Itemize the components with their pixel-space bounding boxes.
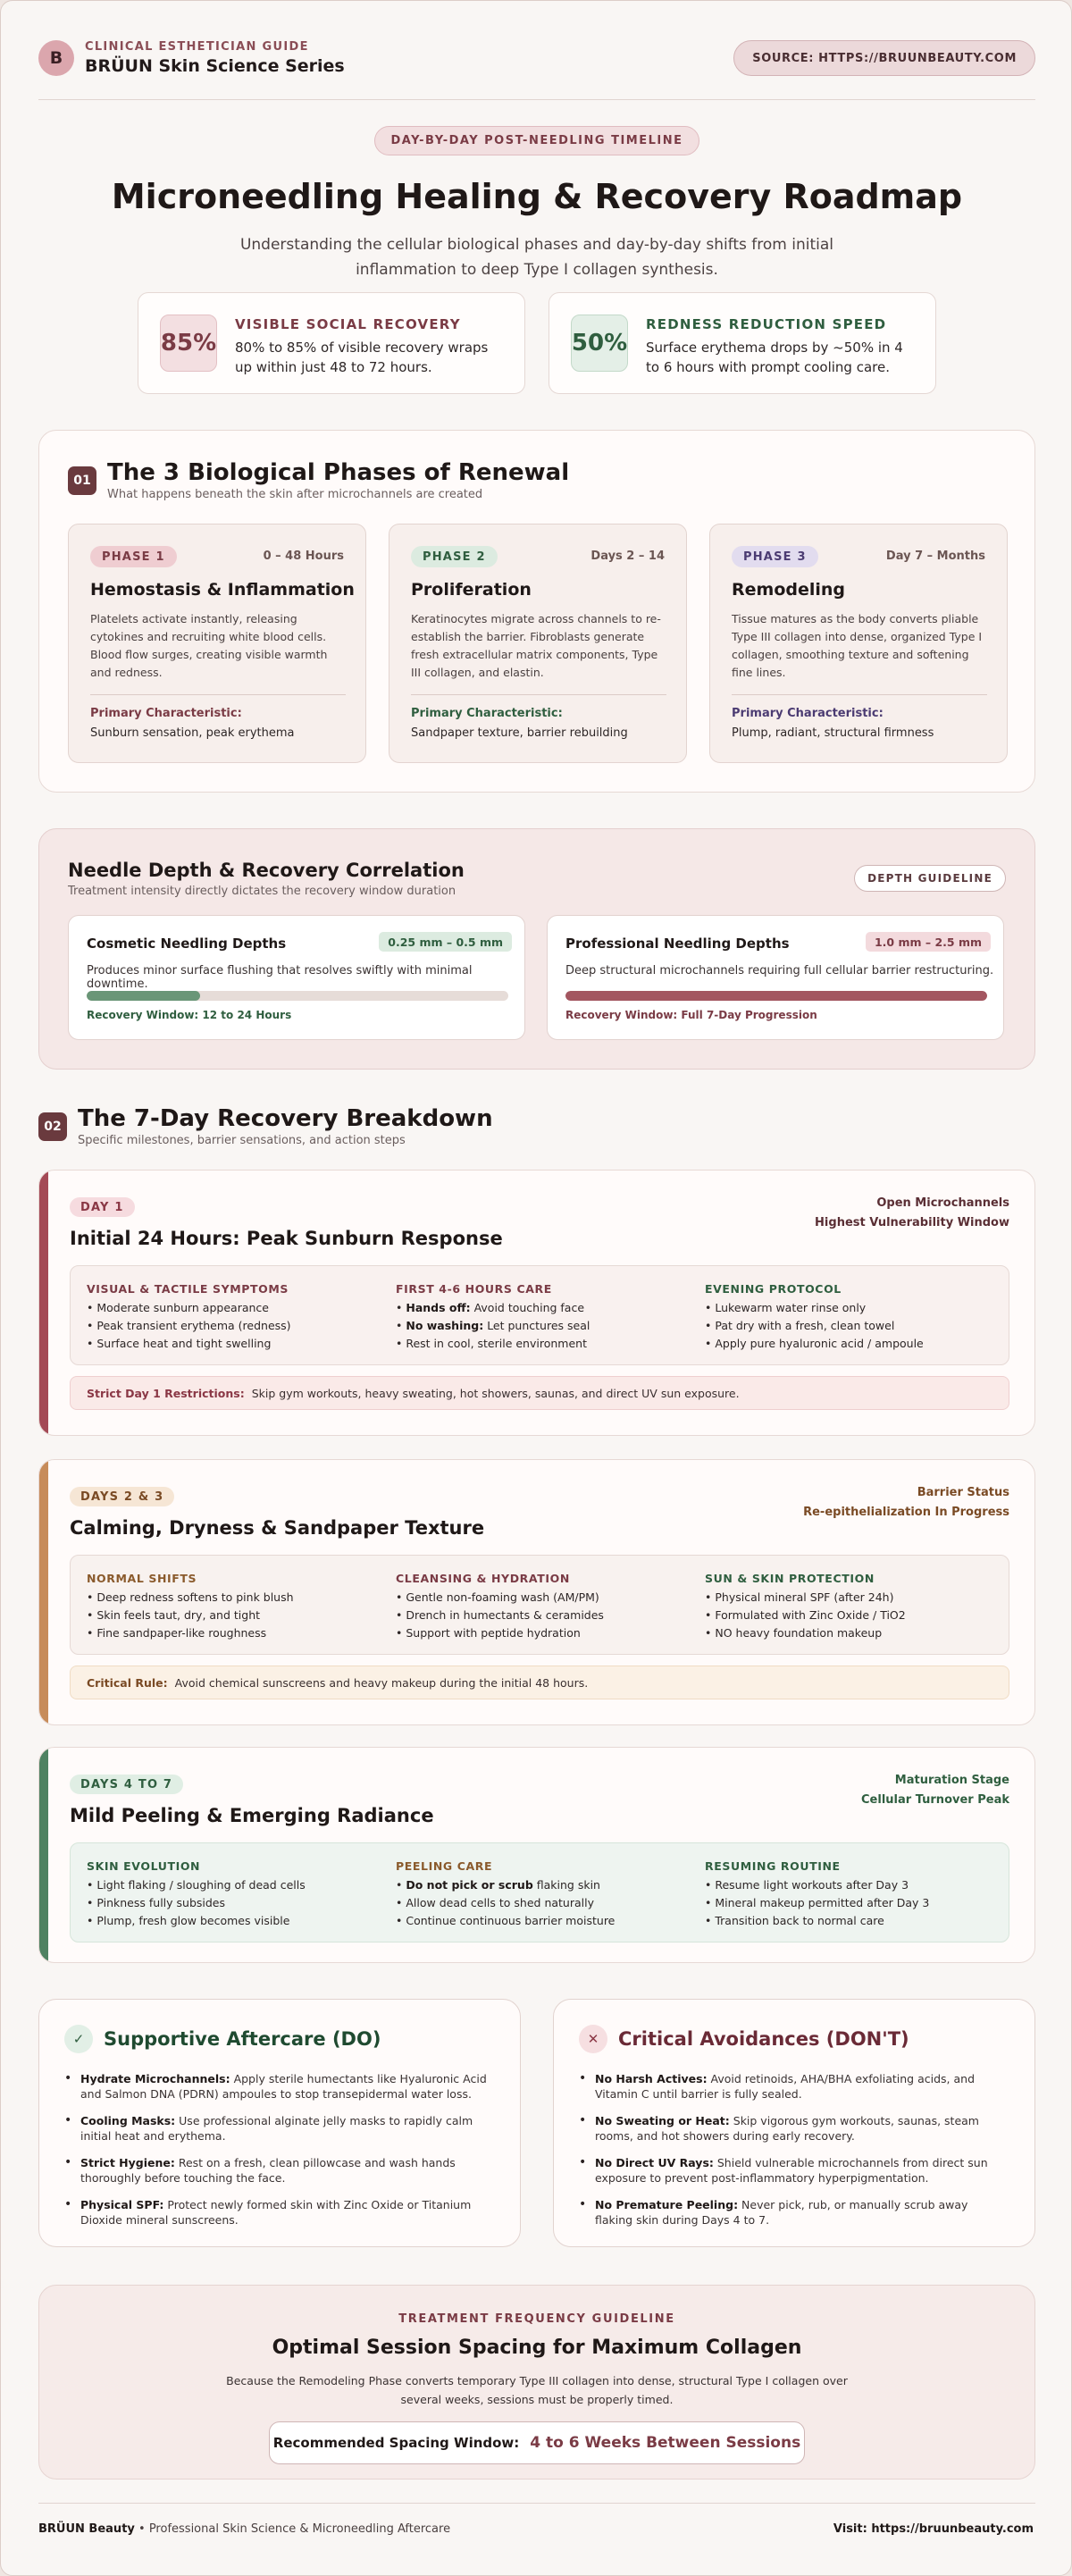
- item-text: Moderate sunburn appearance: [96, 1301, 269, 1314]
- needle-depth-section: [38, 828, 1035, 1070]
- item-text: Pat dry with a fresh, clean towel: [715, 1319, 895, 1332]
- column-heading: RESUMING ROUTINE: [705, 1859, 841, 1873]
- hero-pill: DAY-BY-DAY POST-NEEDLING TIMELINE: [374, 126, 700, 155]
- list-item: [579, 2197, 1008, 2228]
- phase-characteristic-value: Plump, radiant, structural firmness: [732, 726, 934, 740]
- aftercare-dont-card: [553, 1999, 1035, 2247]
- check-icon: ✓: [64, 2025, 93, 2053]
- column-heading: EVENING PROTOCOL: [705, 1282, 842, 1296]
- header: [38, 40, 1035, 99]
- item-text: Skin feels taut, dry, and tight: [96, 1608, 261, 1622]
- item-text: Transition back to normal care: [715, 1914, 884, 1927]
- item-bold: No Sweating or Heat:: [595, 2114, 730, 2127]
- restriction-box: [70, 1376, 1009, 1410]
- day-details-grid: [70, 1265, 1009, 1365]
- detail-column: [705, 1859, 1000, 1930]
- day-details-grid: [70, 1555, 1009, 1655]
- section-subtitle: Treatment intensity directly dictates the recovery window duration: [68, 885, 456, 898]
- list-item: • Apply pure hyaluronic acid / ampoule: [705, 1337, 924, 1350]
- list-item: • Transition back to normal care: [705, 1914, 884, 1927]
- phase-title: Hemostasis & Inflammation: [90, 580, 355, 600]
- depth-card-description: Deep structural microchannels requiring full cellular barrier restructuring.: [565, 964, 994, 978]
- item-text: Protect newly formed skin with Zinc Oxide or Titanium Dioxide mineral sunscreens.: [80, 2198, 472, 2227]
- list-item: • Pinkness fully subsides: [87, 1896, 225, 1909]
- day-card-4-7: [38, 1747, 1035, 1963]
- list-item: • Deep redness softens to pink blush: [87, 1590, 294, 1604]
- phase-description: Tissue matures as the body converts pliable Type III collagen into dense, organized Type I collagen, smoothing texture and softening fine lines.: [732, 612, 983, 679]
- section-number-badge: 02: [38, 1112, 67, 1141]
- recovery-progress-track: [565, 991, 987, 1001]
- phase-characteristic-value: Sunburn sensation, peak erythema: [90, 726, 295, 740]
- item-text: Light flaking / sloughing of dead cells: [96, 1878, 306, 1892]
- item-bold: Hands off:: [406, 1301, 471, 1314]
- frequency-title: Optimal Session Spacing for Maximum Collagen: [272, 2337, 802, 2359]
- footer-visit-link[interactable]: Visit: https://bruunbeauty.com: [833, 2522, 1034, 2536]
- section-title: Needle Depth & Recovery Correlation: [68, 860, 465, 881]
- list-item: • Light flaking / sloughing of dead cells: [87, 1878, 306, 1892]
- item-bold: Hydrate Microchannels:: [80, 2072, 230, 2085]
- spacing-value: 4 to 6 Weeks Between Sessions: [530, 2434, 801, 2452]
- item-bold: Do not pick or scrub: [406, 1878, 533, 1892]
- item-text: Physical mineral SPF (after 24h): [715, 1590, 894, 1604]
- item-text: Skip vigorous gym workouts, saunas, steam rooms, and hot showers during early recovery.: [595, 2114, 979, 2143]
- item-text: Fine sandpaper-like roughness: [96, 1626, 267, 1640]
- footer-divider: [38, 2503, 1035, 2504]
- list-item: • Surface heat and tight swelling: [87, 1337, 272, 1350]
- recovery-progress-track: [87, 991, 508, 1001]
- detail-column: [87, 1282, 381, 1353]
- day-meta: [803, 1483, 1009, 1523]
- day-card-1: [38, 1170, 1035, 1436]
- section-number-badge: 01: [68, 466, 96, 495]
- item-text: Support with peptide hydration: [406, 1626, 581, 1640]
- list-item: • Lukewarm water rinse only: [705, 1301, 867, 1314]
- item-text: Plump, fresh glow becomes visible: [96, 1914, 290, 1927]
- list-item: [64, 2197, 493, 2228]
- phase-characteristic-label: Primary Characteristic:: [90, 707, 242, 720]
- item-text: Shield vulnerable microchannels from direct sun exposure to prevent post-inflammatory hyperpigmentation.: [595, 2156, 988, 2185]
- divider: [732, 694, 987, 695]
- stat-title: REDNESS REDUCTION SPEED: [646, 316, 887, 332]
- aftercare-do-card: [38, 1999, 521, 2247]
- list-item: [64, 2071, 493, 2102]
- list-item: • Gentle non-foaming wash (AM/PM): [396, 1590, 599, 1604]
- professional-depth-card: [547, 915, 1004, 1040]
- page-title: Microneedling Healing & Recovery Roadmap: [111, 177, 963, 216]
- item-text: Gentle non-foaming wash (AM/PM): [406, 1590, 599, 1604]
- accent-bar: [39, 1748, 48, 1962]
- list-item: • Formulated with Zinc Oxide / TiO2: [705, 1608, 906, 1622]
- item-text: Drench in humectants & ceramides: [406, 1608, 604, 1622]
- depth-card-title: Professional Needling Depths: [565, 936, 790, 952]
- column-heading: SKIN EVOLUTION: [87, 1859, 201, 1873]
- rule-text: Avoid chemical sunscreens and heavy makeup during the initial 48 hours.: [174, 1675, 589, 1690]
- day-meta: [861, 1771, 1009, 1810]
- list-item: • Do not pick or scrub flaking skin: [396, 1878, 600, 1892]
- do-title: Supportive Aftercare (DO): [104, 2028, 381, 2050]
- phase-description: Keratinocytes migrate across channels to re-establish the barrier. Fibroblasts generate fresh extracellular matrix components, Type III collagen, and elastin.: [411, 612, 661, 679]
- item-text: Avoid retinoids, AHA/BHA exfoliating acids, and Vitamin C until barrier is fully sealed.: [595, 2072, 976, 2101]
- day-meta: [815, 1194, 1009, 1233]
- section-subtitle: What happens beneath the skin after microchannels are created: [107, 488, 483, 501]
- item-text: Rest in cool, sterile environment: [406, 1337, 587, 1350]
- item-text: Avoid touching face: [470, 1301, 585, 1314]
- depth-range-badge: 0.25 mm – 0.5 mm: [379, 932, 512, 952]
- detail-column: [396, 1282, 691, 1353]
- column-heading: NORMAL SHIFTS: [87, 1572, 197, 1585]
- phase-card-2: [389, 524, 687, 763]
- divider: [90, 694, 346, 695]
- frequency-description: Because the Remodeling Phase converts temporary Type III collagen into dense, structural Type I collagen over several weeks, sessions must be properly timed.: [226, 2374, 848, 2406]
- detail-column: [396, 1859, 691, 1930]
- day-title: Mild Peeling & Emerging Radiance: [70, 1805, 434, 1826]
- list-item: • Resume light workouts after Day 3: [705, 1878, 909, 1892]
- recovery-window: Recovery Window: 12 to 24 Hours: [87, 1009, 292, 1021]
- phase-time: Day 7 – Months: [885, 550, 985, 563]
- detail-column: [396, 1572, 691, 1642]
- item-text: Never pick, rub, or manually scrub away flaking skin during Days 4 to 7.: [595, 2198, 968, 2227]
- list-item: [579, 2071, 1008, 2102]
- list-item: • Physical mineral SPF (after 24h): [705, 1590, 894, 1604]
- item-bold: No Harsh Actives:: [595, 2072, 708, 2085]
- day-meta-line: Re-epithelialization In Progress: [803, 1506, 1009, 1519]
- list-item: • NO heavy foundation makeup: [705, 1626, 883, 1640]
- dont-title: Critical Avoidances (DON'T): [618, 2028, 909, 2050]
- section-title: The 7-Day Recovery Breakdown: [78, 1105, 493, 1132]
- stat-title: VISIBLE SOCIAL RECOVERY: [235, 316, 461, 332]
- day-meta-line: Maturation Stage: [894, 1774, 1009, 1787]
- restriction-text: Skip gym workouts, heavy sweating, hot showers, saunas, and direct UV sun exposure.: [251, 1386, 740, 1400]
- item-text: Formulated with Zinc Oxide / TiO2: [715, 1608, 906, 1622]
- item-text: Surface heat and tight swelling: [96, 1337, 272, 1350]
- day-meta-line: Cellular Turnover Peak: [861, 1793, 1009, 1807]
- day-details-grid: [70, 1842, 1009, 1942]
- item-text: Let punctures seal: [483, 1319, 590, 1332]
- dont-list: [579, 2071, 1008, 2239]
- phase-card-1: [68, 524, 366, 763]
- source-link[interactable]: SOURCE: HTTPS://BRUUNBEAUTY.COM: [733, 40, 1035, 76]
- stat-value: 50%: [571, 315, 628, 372]
- item-text: Lukewarm water rinse only: [715, 1301, 867, 1314]
- item-text: NO heavy foundation makeup: [715, 1626, 883, 1640]
- phase-description: Platelets activate instantly, releasing cytokines and recruiting white blood cells. Blood flow surges, creating visible warmth and redness.: [90, 612, 328, 679]
- detail-column: [705, 1572, 1000, 1642]
- recovery-window: Recovery Window: Full 7-Day Progression: [565, 1009, 817, 1021]
- item-text: Rest on a fresh, clean pillowcase and wash hands thoroughly before touching the face.: [80, 2156, 456, 2185]
- list-item: • Peak transient erythema (redness): [87, 1319, 291, 1332]
- day-pill: DAYS 4 TO 7: [70, 1775, 183, 1794]
- list-item: • Support with peptide hydration: [396, 1626, 581, 1640]
- list-item: [64, 2113, 493, 2144]
- list-item: • Rest in cool, sterile environment: [396, 1337, 587, 1350]
- column-heading: FIRST 4-6 HOURS CARE: [396, 1282, 552, 1296]
- restriction-label: Strict Day 1 Restrictions:: [87, 1386, 245, 1400]
- phase-title: Remodeling: [732, 580, 846, 600]
- stat-text: 80% to 85% of visible recovery wraps up within just 48 to 72 hours.: [235, 340, 489, 375]
- list-item: [579, 2113, 1008, 2144]
- stat-value: 85%: [160, 315, 217, 372]
- item-bold: Physical SPF:: [80, 2198, 164, 2211]
- section-title: The 3 Biological Phases of Renewal: [107, 459, 570, 486]
- detail-column: [87, 1572, 381, 1642]
- item-text: Resume light workouts after Day 3: [715, 1878, 909, 1892]
- list-item: • Pat dry with a fresh, clean towel: [705, 1319, 895, 1332]
- day-meta-line: Highest Vulnerability Window: [815, 1216, 1009, 1229]
- logo-badge: B: [38, 40, 74, 76]
- item-text: Deep redness softens to pink blush: [96, 1590, 294, 1604]
- do-list: [64, 2071, 493, 2239]
- day-title: Initial 24 Hours: Peak Sunburn Response: [70, 1228, 503, 1249]
- day-card-2-3: [38, 1459, 1035, 1725]
- column-heading: CLEANSING & HYDRATION: [396, 1572, 570, 1585]
- phase-characteristic-label: Primary Characteristic:: [411, 707, 563, 720]
- stat-card-social-recovery: [138, 292, 525, 394]
- phase-characteristic-value: Sandpaper texture, barrier rebuilding: [411, 726, 628, 740]
- day-meta-line: Open Microchannels: [876, 1196, 1009, 1210]
- item-text: Continue continuous barrier moisture: [406, 1914, 616, 1927]
- accent-bar: [39, 1460, 48, 1724]
- item-text: flaking skin: [532, 1878, 600, 1892]
- accent-bar: [39, 1171, 48, 1435]
- close-icon: ✕: [579, 2025, 607, 2053]
- list-item: • Fine sandpaper-like roughness: [87, 1626, 267, 1640]
- brand-name: BRÜUN Skin Science Series: [85, 56, 345, 76]
- item-text: Peak transient erythema (redness): [96, 1319, 291, 1332]
- brand-eyebrow: CLINICAL ESTHETICIAN GUIDE: [85, 40, 309, 54]
- rule-label: Critical Rule:: [87, 1675, 168, 1690]
- column-heading: SUN & SKIN PROTECTION: [705, 1572, 875, 1585]
- phase-title: Proliferation: [411, 580, 532, 600]
- list-item: • Allow dead cells to shed naturally: [396, 1896, 594, 1909]
- day-title: Calming, Dryness & Sandpaper Texture: [70, 1517, 485, 1539]
- recovery-progress-fill: [87, 991, 200, 1001]
- depth-card-description: Produces minor surface flushing that resolves swiftly with minimal downtime.: [87, 964, 473, 991]
- depth-range-badge: 1.0 mm – 2.5 mm: [866, 932, 991, 952]
- phase-pill: PHASE 1: [90, 546, 177, 567]
- detail-column: [705, 1282, 1000, 1353]
- list-item: • Moderate sunburn appearance: [87, 1301, 269, 1314]
- phase-characteristic-label: Primary Characteristic:: [732, 707, 884, 720]
- list-item: • Plump, fresh glow becomes visible: [87, 1914, 290, 1927]
- phase-pill: PHASE 2: [411, 546, 498, 567]
- day-pill: DAYS 2 & 3: [70, 1487, 174, 1506]
- stat-card-redness-reduction: [549, 292, 936, 394]
- section-subtitle: Specific milestones, barrier sensations, and action steps: [78, 1134, 406, 1147]
- item-bold: Strict Hygiene:: [80, 2156, 175, 2169]
- spacing-label: Recommended Spacing Window:: [272, 2435, 520, 2451]
- phase-pill: PHASE 3: [732, 546, 818, 567]
- day-meta-line: Barrier Status: [917, 1486, 1009, 1499]
- frequency-eyebrow: TREATMENT FREQUENCY GUIDELINE: [398, 2312, 675, 2326]
- hero: [1, 126, 1072, 282]
- item-text: Allow dead cells to shed naturally: [406, 1896, 594, 1909]
- list-item: • Mineral makeup permitted after Day 3: [705, 1896, 930, 1909]
- depth-card-title: Cosmetic Needling Depths: [87, 936, 287, 952]
- item-bold: No washing:: [406, 1319, 484, 1332]
- footer-brand-name: BRÜUN Beauty: [38, 2522, 135, 2536]
- item-text: Apply pure hyaluronic acid / ampoule: [715, 1337, 924, 1350]
- phase-card-3: [709, 524, 1008, 763]
- stat-text: Surface erythema drops by ~50% in 4 to 6 hours with prompt cooling care.: [646, 340, 903, 375]
- spacing-window-box: [269, 2421, 805, 2464]
- list-item: • Drench in humectants & ceramides: [396, 1608, 604, 1622]
- cosmetic-depth-card: [68, 915, 525, 1040]
- footer-brand: [38, 2522, 450, 2536]
- item-bold: Cooling Masks:: [80, 2114, 176, 2127]
- list-item: • Skin feels taut, dry, and tight: [87, 1608, 261, 1622]
- header-divider: [38, 99, 1035, 100]
- item-text: Use professional alginate jelly masks to rapidly calm initial heat and erythema.: [80, 2114, 473, 2143]
- list-item: • No washing: Let punctures seal: [396, 1319, 590, 1332]
- phases-section: [38, 430, 1035, 793]
- phase-time: Days 2 – 14: [590, 550, 665, 563]
- detail-column: [87, 1859, 381, 1930]
- frequency-section: [38, 2285, 1035, 2480]
- depth-guideline-badge: DEPTH GUIDELINE: [854, 865, 1006, 892]
- item-text: Pinkness fully subsides: [96, 1896, 225, 1909]
- list-item: [579, 2155, 1008, 2186]
- item-bold: No Premature Peeling:: [595, 2198, 739, 2211]
- list-item: [64, 2155, 493, 2186]
- column-heading: PEELING CARE: [396, 1859, 493, 1873]
- item-bold: No Direct UV Rays:: [595, 2156, 714, 2169]
- day-pill: DAY 1: [70, 1197, 135, 1217]
- item-text: Apply sterile humectants like Hyaluronic Acid and Salmon DNA (PDRN) ampoules to stop transepidermal water loss.: [80, 2072, 487, 2101]
- page-subtitle: Understanding the cellular biological phases and day-by-day shifts from initial inflammation to deep Type I collagen synthesis.: [239, 236, 834, 279]
- divider: [411, 694, 666, 695]
- column-heading: VISUAL & TACTILE SYMPTOMS: [87, 1282, 289, 1296]
- list-item: • Continue continuous barrier moisture: [396, 1914, 616, 1927]
- item-text: Mineral makeup permitted after Day 3: [715, 1896, 930, 1909]
- list-item: • Hands off: Avoid touching face: [396, 1301, 585, 1314]
- recovery-progress-fill: [565, 991, 987, 1001]
- footer-tagline: • Professional Skin Science & Microneedling Aftercare: [134, 2522, 451, 2536]
- critical-rule-box: [70, 1666, 1009, 1699]
- phase-time: 0 – 48 Hours: [263, 550, 344, 563]
